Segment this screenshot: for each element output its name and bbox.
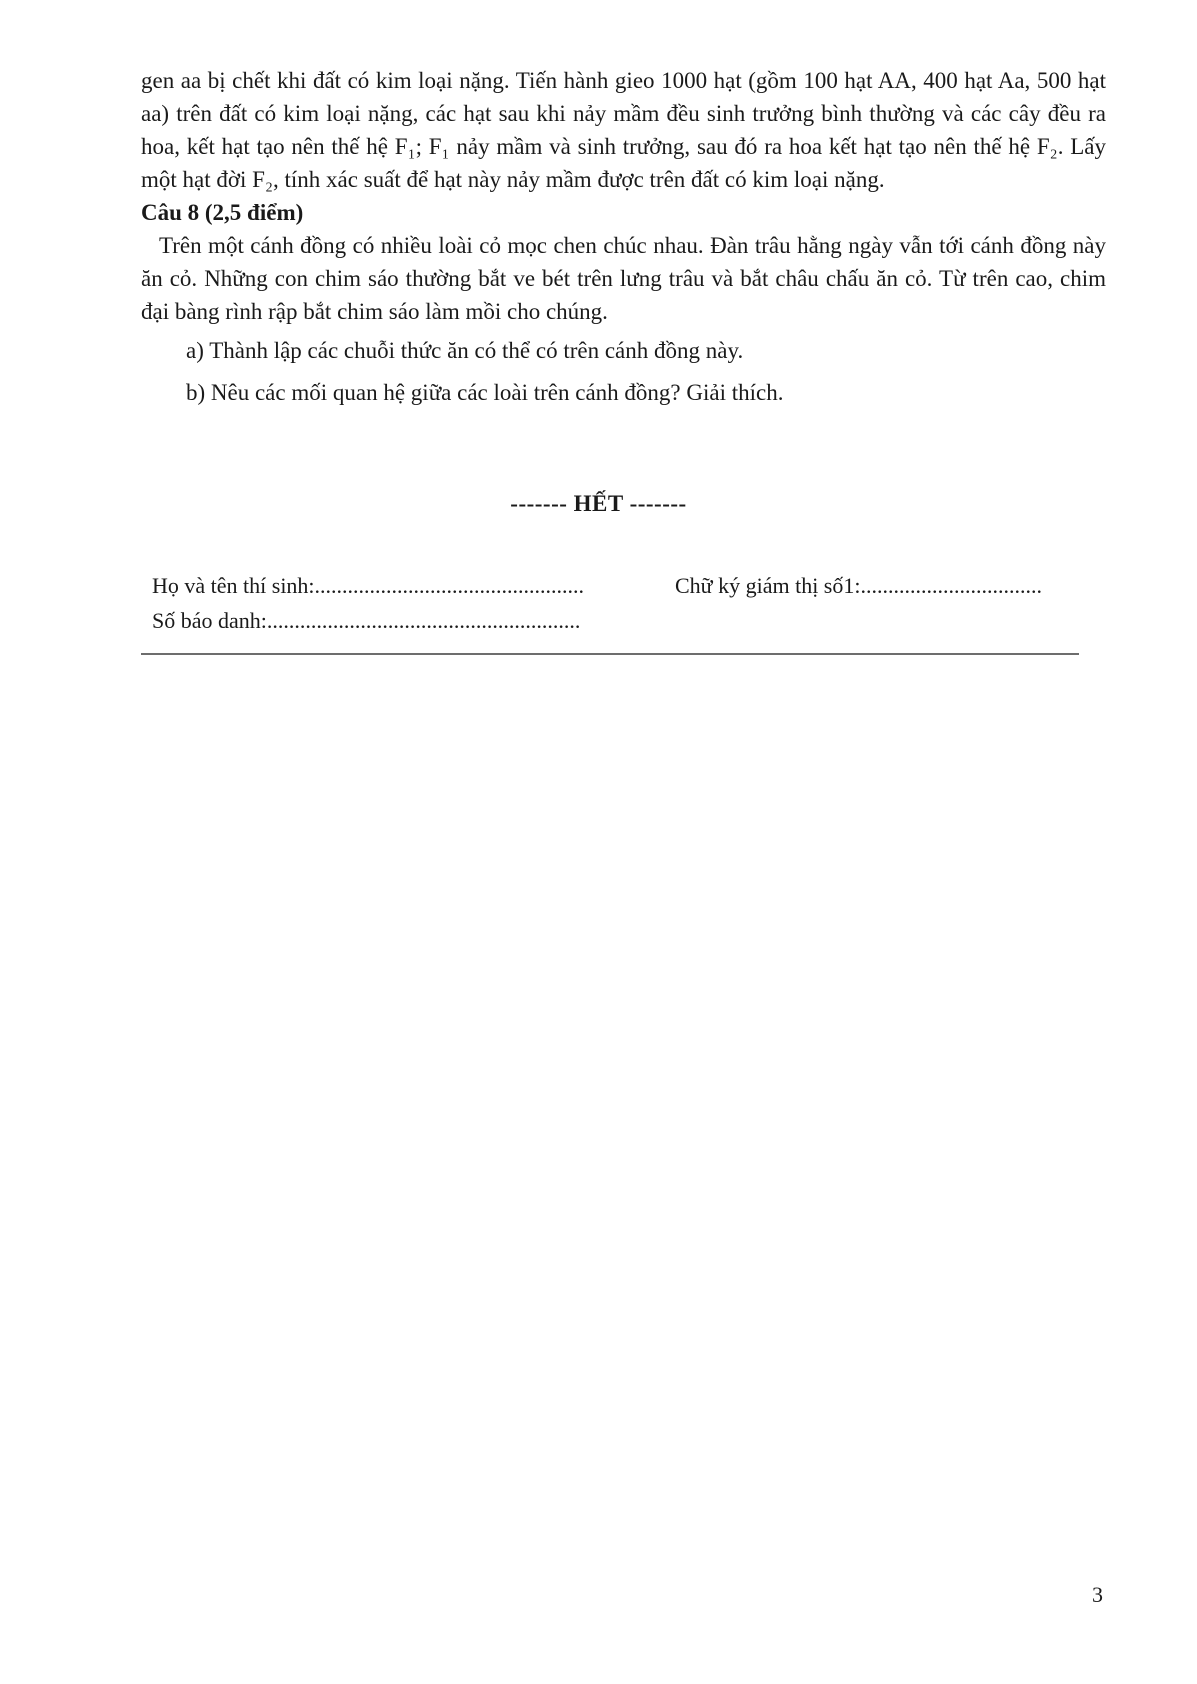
question8-item-b: b) Nêu các mối quan hệ giữa các loài trên cánh đồng? Giải thích. xyxy=(186,380,784,405)
end-of-exam-mark: ------- HẾT ------- xyxy=(510,491,687,516)
question8-item-a: a) Thành lập các chuỗi thức ăn có thể có trên cánh đồng này. xyxy=(186,338,744,363)
page-number: 3 xyxy=(1092,1582,1103,1607)
question7-continuation-paragraph: gen aa bị chết khi đất có kim loại nặng. Tiến hành gieo 1000 hạt (gồm 100 hạt AA, 400 hạt Aa, 500 hạt aa) trên đất có kim loại nặng, các hạt sau khi nảy mầm đều sinh trưởng bình thường và các cây đều ra hoa, kết hạt tạo nên thế hệ F₁; F₁ nảy mầm và sinh trưởng, sau đó ra hoa kết hạt tạo nên thế hệ F₂. Lấy một hạt đời F₂, tính xác suất để hạt này nảy mầm được trên đất có kim loại nặng. xyxy=(141,68,1106,192)
candidate-number-field: Số báo danh:......................................................... xyxy=(152,608,581,633)
separator-line xyxy=(141,653,1079,655)
page-content xyxy=(141,64,1106,414)
proctor-signature-field: Chữ ký giám thị số1:................................. xyxy=(675,573,1042,598)
question8-body: Trên một cánh đồng có nhiều loài cỏ mọc chen chúc nhau. Đàn trâu hằng ngày vẫn tới cánh đồng này ăn cỏ. Những con chim sáo thường bắt ve bét trên lưng trâu và bắt châu chấu ăn cỏ. Từ trên cao, chim đại bàng rình rập bắt chim sáo làm mồi cho chúng. xyxy=(141,233,1106,324)
question8-heading: Câu 8 (2,5 điểm) xyxy=(141,200,304,225)
candidate-name-field: Họ và tên thí sinh:................................................. xyxy=(152,573,585,598)
